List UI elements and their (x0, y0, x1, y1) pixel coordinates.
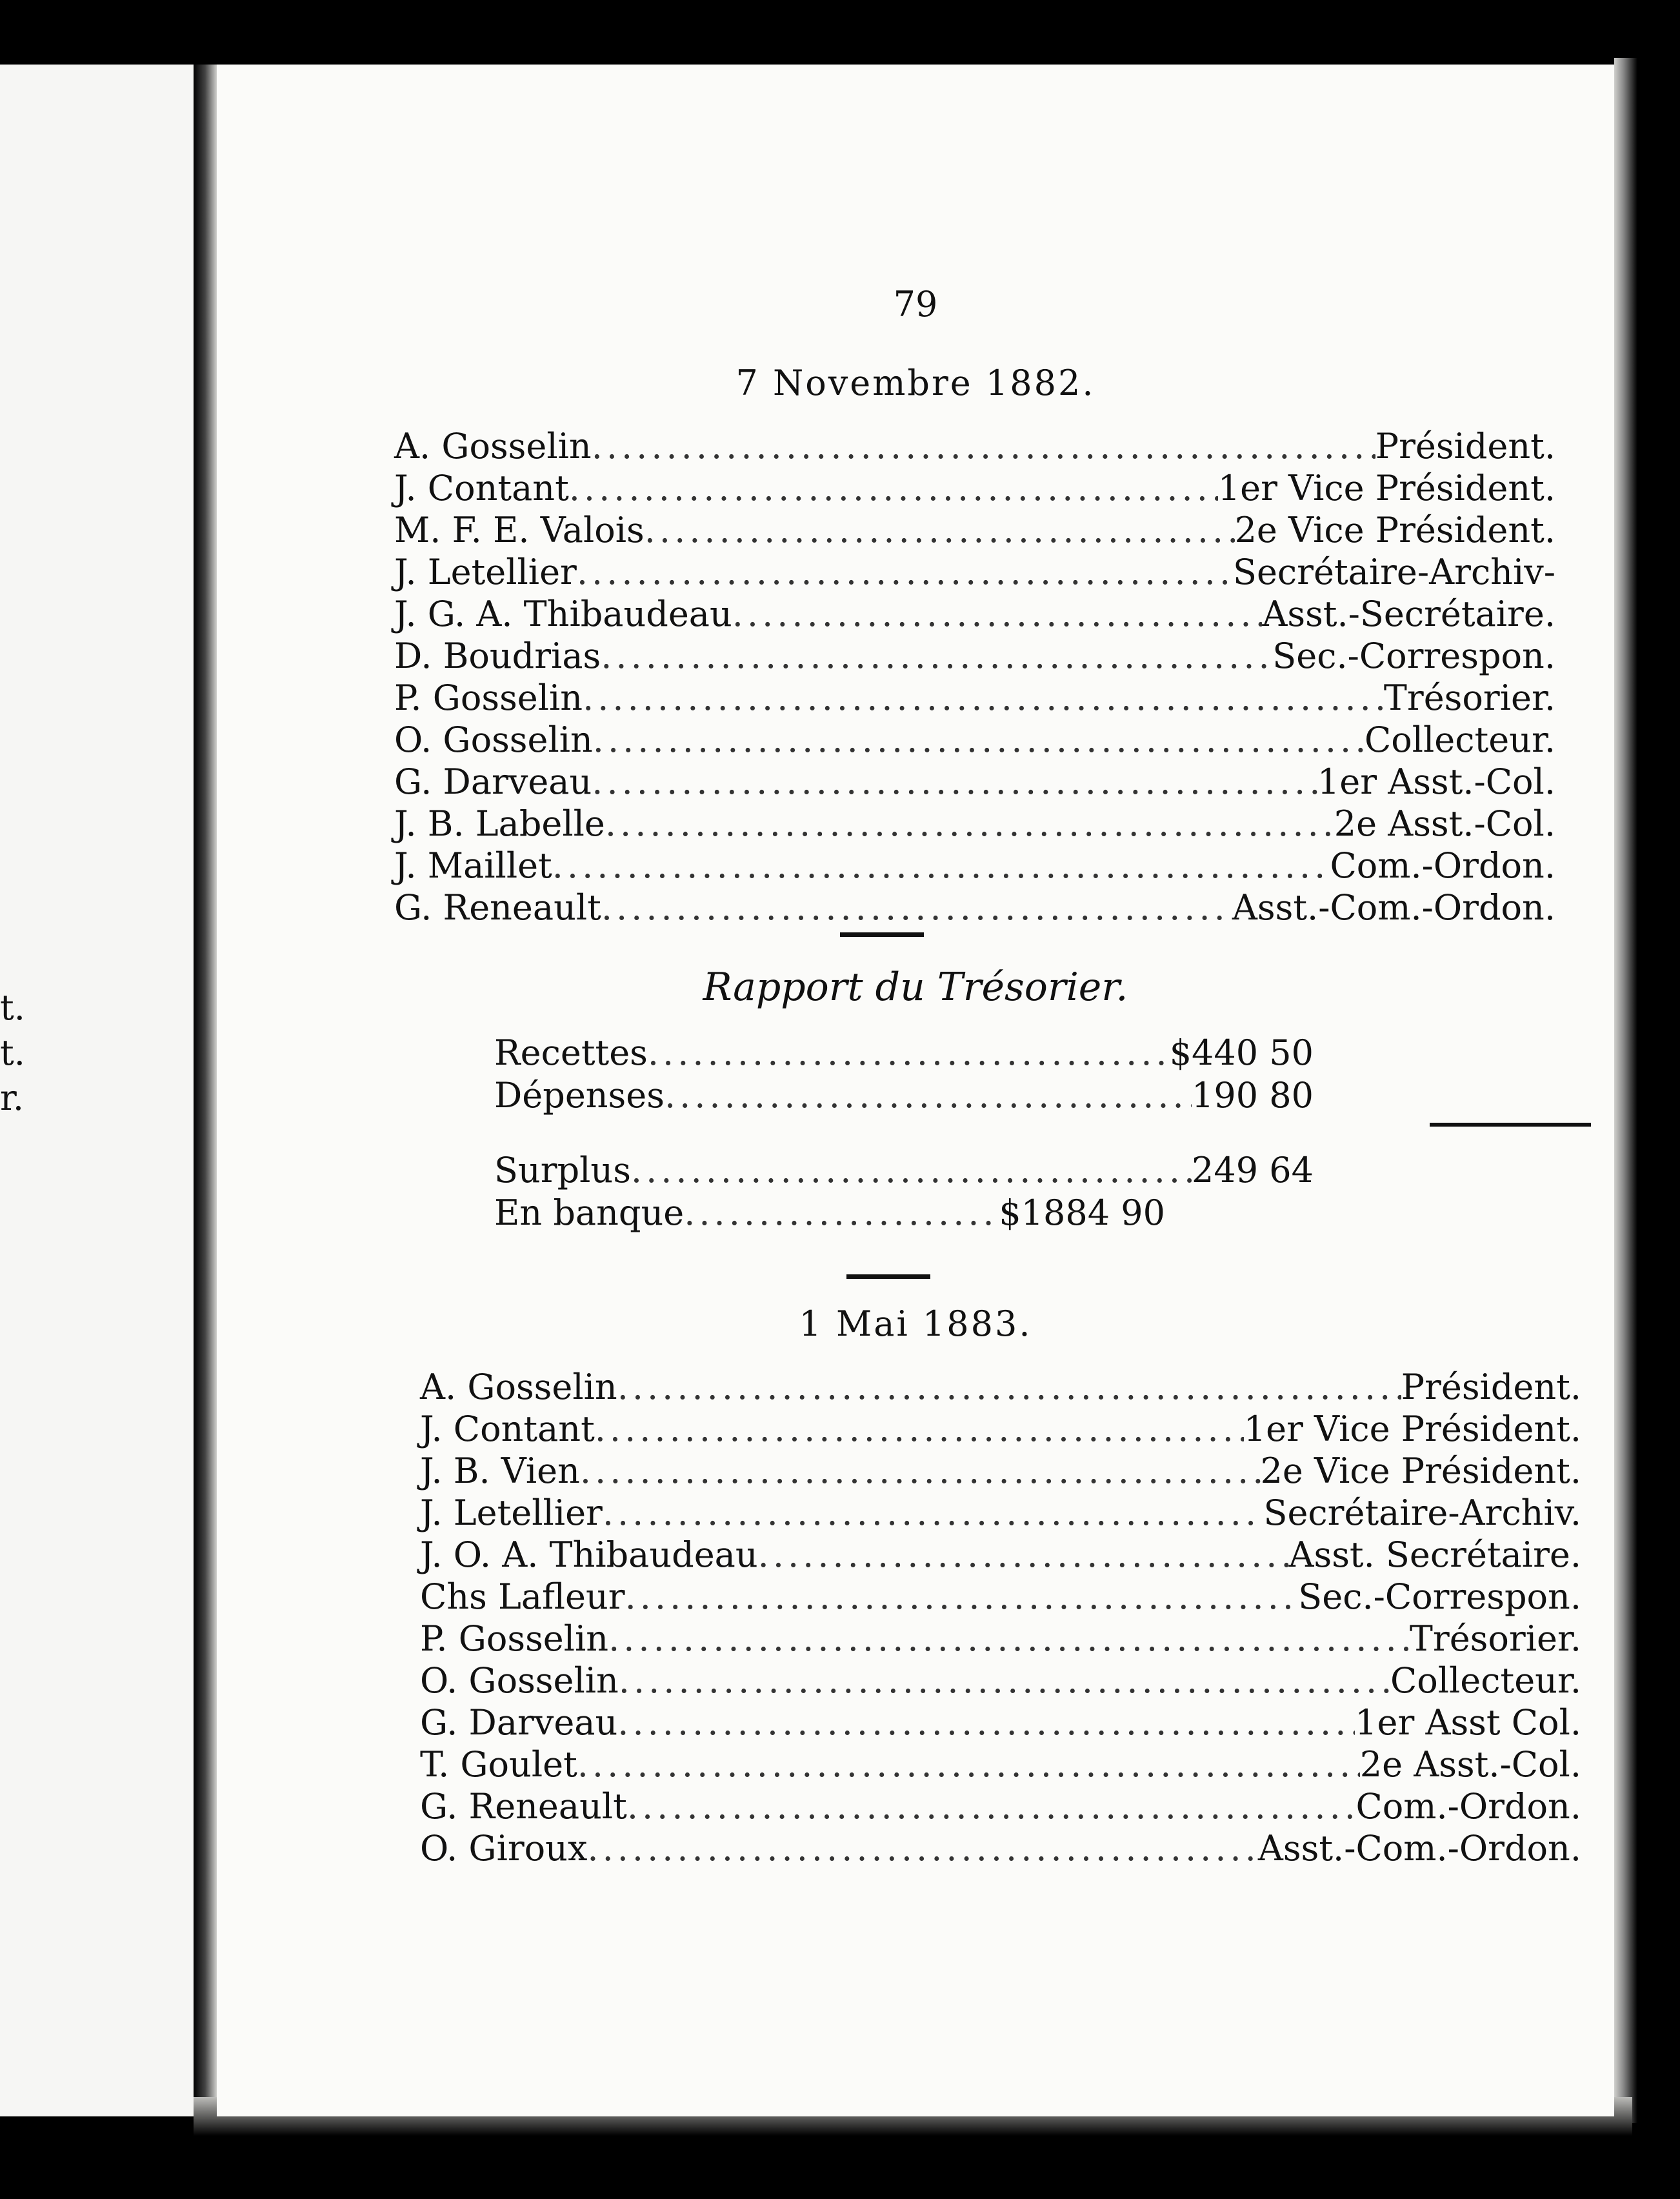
officer-row (420, 1618, 1581, 1660)
left-page-fragment: r. (0, 1078, 25, 1118)
officer-role: Trésorier. (1383, 678, 1555, 718)
officer-row (394, 761, 1555, 803)
dot-leader (758, 1534, 1289, 1575)
dot-leader (577, 1744, 1360, 1785)
dot-leader (631, 1150, 1192, 1190)
ledger-label: Recettes (494, 1032, 648, 1073)
dot-leader (619, 1660, 1390, 1701)
left-page-edge (0, 65, 194, 2116)
ledger-row (494, 1150, 1314, 1192)
officer-name: G. Darveau (420, 1702, 618, 1743)
left-page-fragment: t. (0, 987, 25, 1028)
officer-row (420, 1367, 1581, 1409)
dot-leader (732, 594, 1263, 634)
officer-row (394, 845, 1555, 887)
section-divider (840, 932, 924, 937)
officer-name: J. Letellier (420, 1492, 603, 1533)
officer-role: Com.-Ordon. (1330, 845, 1555, 886)
dot-leader (569, 468, 1218, 508)
officer-row (394, 552, 1555, 594)
officer-role: 1er Asst.-Col. (1317, 761, 1555, 802)
officer-role: Asst.-Com.-Ordon. (1257, 1828, 1581, 1869)
dot-leader (577, 552, 1233, 592)
officer-row (394, 510, 1555, 552)
officer-name: J. G. A. Thibaudeau (394, 594, 732, 634)
officer-name: P. Gosselin (420, 1618, 609, 1659)
officer-role: 2e Asst.-Col. (1359, 1744, 1581, 1785)
officer-row (394, 594, 1555, 636)
officer-name: J. B. Vien (420, 1451, 580, 1491)
officer-name: J. Maillet (394, 845, 552, 886)
ledger-row (494, 1192, 1165, 1235)
dot-leader (592, 761, 1317, 802)
dot-leader (587, 1828, 1258, 1869)
officer-role: Collecteur. (1390, 1660, 1581, 1701)
dot-leader (603, 1492, 1264, 1533)
ledger-label: En banque (494, 1192, 685, 1233)
officer-role: Secrétaire-Archiv. (1263, 1492, 1581, 1533)
officer-row (420, 1702, 1581, 1744)
officer-name: T. Goulet (420, 1744, 577, 1785)
section-divider (846, 1274, 930, 1279)
ledger-amount: $440 50 (1169, 1032, 1314, 1073)
officer-role: Sec.-Correspon. (1298, 1576, 1581, 1617)
dot-leader (627, 1786, 1356, 1827)
ledger-label: Surplus (494, 1150, 631, 1190)
ledger-amount: 249 64 (1192, 1150, 1314, 1190)
officer-role: Asst.-Secrétaire. (1262, 594, 1555, 634)
dot-leader (583, 678, 1384, 718)
officer-name: O. Gosselin (394, 719, 593, 760)
officer-role: 1er Asst Col. (1355, 1702, 1581, 1743)
page-number: 79 (893, 284, 938, 325)
dot-leader (552, 845, 1330, 886)
officer-role: 2e Vice Président. (1234, 510, 1555, 550)
officer-name: J. B. Labelle (394, 803, 605, 844)
officer-name: G. Darveau (394, 761, 592, 802)
dot-leader (684, 1192, 999, 1233)
officer-role: 1er Vice Président. (1243, 1409, 1581, 1449)
officer-role: Com.-Ordon. (1355, 1786, 1581, 1827)
dot-leader (580, 1451, 1261, 1491)
officer-row (394, 719, 1555, 761)
ledger-amount: $1884 90 (999, 1192, 1165, 1233)
officer-row (420, 1534, 1581, 1576)
dot-leader (625, 1576, 1299, 1617)
officer-list-1882 (394, 426, 1555, 929)
officer-row (394, 887, 1555, 929)
officer-row (420, 1492, 1581, 1534)
officer-role: 2e Asst.-Col. (1334, 803, 1555, 844)
dot-leader (601, 887, 1232, 928)
officer-name: D. Boudrias (394, 636, 601, 676)
treasurer-report-title: Rapport du Trésorier. (703, 965, 1128, 1010)
officer-row (394, 803, 1555, 845)
officer-row (420, 1786, 1581, 1828)
officer-name: J. Contant (420, 1409, 595, 1449)
dot-leader (595, 1409, 1244, 1449)
officer-name: J. Letellier (394, 552, 577, 592)
meeting-heading-november-1882: 7 Novembre 1882. (735, 363, 1095, 403)
officer-name: O. Giroux (420, 1828, 588, 1869)
officer-role: Sec.-Correspon. (1272, 636, 1555, 676)
officer-role: Président. (1375, 426, 1555, 467)
meeting-heading-may-1883: 1 Mai 1883. (799, 1303, 1032, 1344)
officer-name: J. Contant (394, 468, 569, 508)
officer-row (394, 636, 1555, 678)
ledger-spacer (494, 1118, 1314, 1150)
officer-row (394, 426, 1555, 468)
treasurer-report-ledger (494, 1032, 1314, 1235)
dot-leader (608, 1618, 1410, 1659)
officer-list-1883 (420, 1367, 1581, 1870)
ledger-row (494, 1075, 1314, 1118)
dot-leader (617, 1702, 1355, 1743)
book-gutter (194, 65, 217, 2116)
officer-row (420, 1828, 1581, 1870)
ledger-amount: 190 80 (1192, 1075, 1314, 1116)
officer-role: Asst. Secrétaire. (1288, 1534, 1581, 1575)
ledger-row (494, 1032, 1314, 1075)
dot-leader (593, 719, 1365, 760)
officer-row (394, 678, 1555, 719)
officer-role: Asst.-Com.-Ordon. (1232, 887, 1555, 928)
officer-row (420, 1409, 1581, 1451)
officer-name: M. F. E. Valois (394, 510, 645, 550)
dot-leader (645, 510, 1235, 550)
officer-role: Trésorier. (1409, 1618, 1581, 1659)
officer-role: Président. (1401, 1367, 1581, 1407)
officer-name: J. O. A. Thibaudeau (420, 1534, 758, 1575)
ledger-label: Dépenses (494, 1075, 665, 1116)
officer-name: G. Reneault (394, 887, 601, 928)
officer-name: G. Reneault (420, 1786, 627, 1827)
dot-leader (648, 1032, 1170, 1073)
officer-name: A. Gosselin (394, 426, 592, 467)
officer-name: A. Gosselin (420, 1367, 617, 1407)
sum-rule (1430, 1123, 1591, 1127)
officer-row (420, 1451, 1581, 1492)
left-page-fragment: t. (0, 1032, 25, 1073)
officer-row (420, 1576, 1581, 1618)
officer-name: O. Gosselin (420, 1660, 619, 1701)
officer-role: Secrétaire-Archiv- (1232, 552, 1555, 592)
officer-name: P. Gosselin (394, 678, 583, 718)
officer-row (420, 1660, 1581, 1702)
officer-row (420, 1744, 1581, 1786)
officer-role: Collecteur. (1364, 719, 1555, 760)
officer-role: 1er Vice Président. (1217, 468, 1555, 508)
page-edge-shadow (1614, 58, 1637, 2123)
document-page (217, 65, 1614, 2116)
dot-leader (605, 803, 1334, 844)
dot-leader (617, 1367, 1401, 1407)
officer-name: Chs Lafleur (420, 1576, 625, 1617)
officer-row (394, 468, 1555, 510)
dot-leader (592, 426, 1375, 467)
officer-role: 2e Vice Président. (1260, 1451, 1581, 1491)
dot-leader (601, 636, 1272, 676)
dot-leader (665, 1075, 1192, 1116)
